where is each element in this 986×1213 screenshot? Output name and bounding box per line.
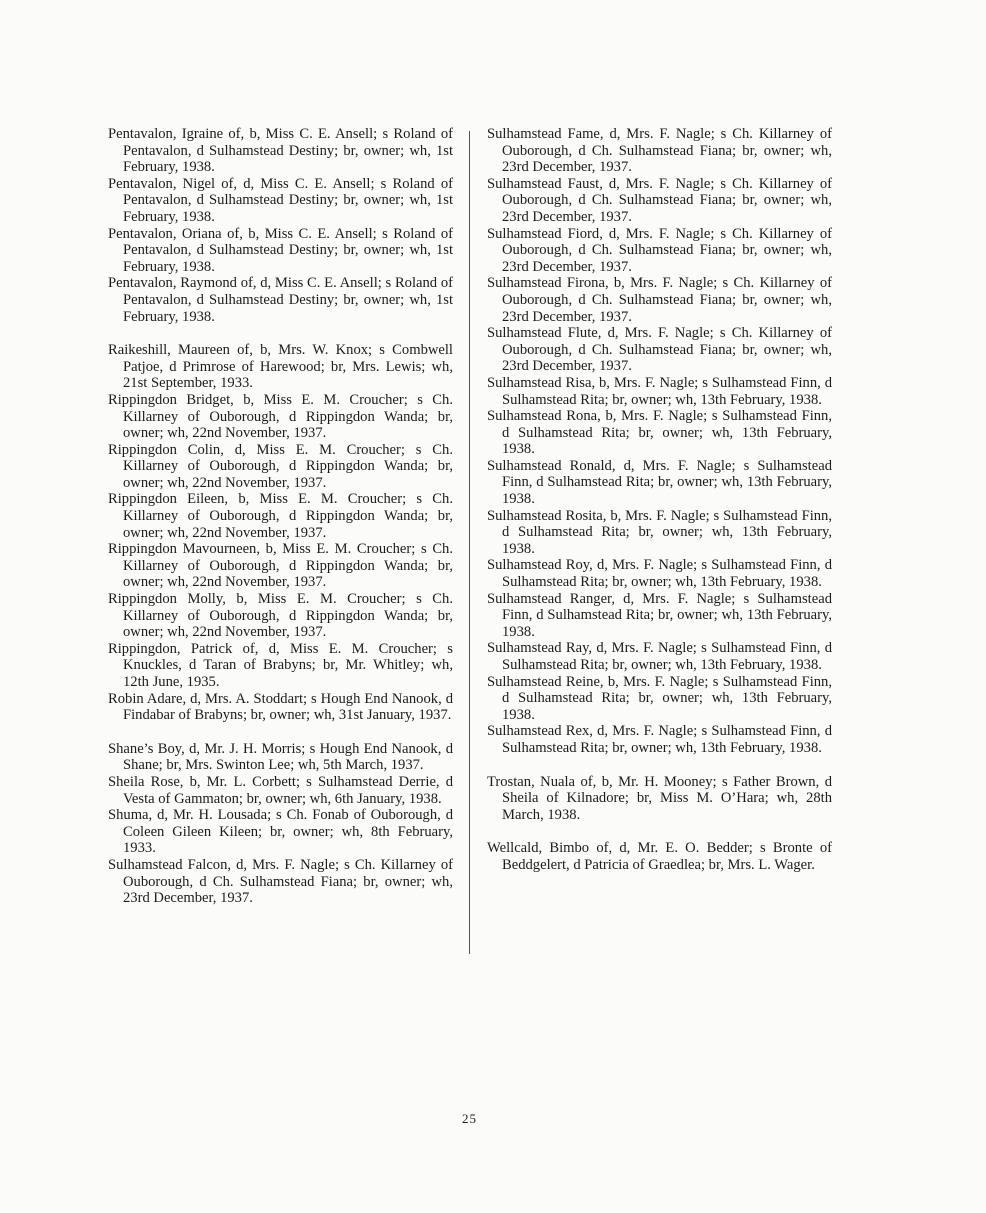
register-entry: Sulhamstead Firona, b, Mrs. F. Nagle; s Ch. Killarney of Ouborough, d Ch. Sulhamstead Fiana; br, owner; wh, 23rd December, 1937. bbox=[487, 275, 832, 325]
section-gap bbox=[108, 724, 453, 741]
register-entry: Sulhamstead Faust, d, Mrs. F. Nagle; s Ch. Killarney of Ouborough, d Ch. Sulhamstead Fiana; br, owner; wh, 23rd December, 1937. bbox=[487, 175, 832, 225]
register-entry: Raikeshill, Maureen of, b, Mrs. W. Knox; s Combwell Patjoe, d Primrose of Harewood; br, Mrs. Lewis; wh, 21st September, 1933. bbox=[108, 342, 453, 392]
register-entry: Sulhamstead Fiord, d, Mrs. F. Nagle; s Ch. Killarney of Ouborough, d Ch. Sulhamstead Fiana; br, owner; wh, 23rd December, 1937. bbox=[487, 225, 832, 275]
page-number: 25 bbox=[462, 1111, 477, 1126]
left-column bbox=[108, 126, 453, 907]
register-entry: Pentavalon, Raymond of, d, Miss C. E. Ansell; s Roland of Pentavalon, d Sulhamstead Destiny; br, owner; wh, 1st February, 1938. bbox=[108, 275, 453, 325]
right-column bbox=[487, 126, 832, 874]
register-entry: Rippingdon Molly, b, Miss E. M. Croucher; s Ch. Killarney of Ouborough, d Rippingdon Wanda; br, owner; wh, 22nd November, 1937. bbox=[108, 591, 453, 641]
register-entry: Sulhamstead Flute, d, Mrs. F. Nagle; s Ch. Killarney of Ouborough, d Ch. Sulhamstead Fiana; br, owner; wh, 23rd December, 1937. bbox=[487, 325, 832, 375]
register-entry: Sulhamstead Rosita, b, Mrs. F. Nagle; s Sulhamstead Finn, d Sulhamstead Rita; br, owner; wh, 13th February, 1938. bbox=[487, 507, 832, 557]
column-divider bbox=[469, 131, 470, 954]
register-entry: Sulhamstead Rona, b, Mrs. F. Nagle; s Sulhamstead Finn, d Sulhamstead Rita; br, owner; wh, 13th February, 1938. bbox=[487, 408, 832, 458]
register-entry: Rippingdon, Patrick of, d, Miss E. M. Croucher; s Knuckles, d Taran of Brabyns; br, Mr. Whitley; wh, 12th June, 1935. bbox=[108, 640, 453, 690]
register-entry: Sulhamstead Rex, d, Mrs. F. Nagle; s Sulhamstead Finn, d Sulhamstead Rita; br, owner; wh, 13th February, 1938. bbox=[487, 723, 832, 756]
register-entry: Trostan, Nuala of, b, Mr. H. Mooney; s Father Brown, d Sheila of Kilnadore; br, Miss M. O’Hara; wh, 28th March, 1938. bbox=[487, 773, 832, 823]
register-entry: Sulhamstead Ranger, d, Mrs. F. Nagle; s Sulhamstead Finn, d Sulhamstead Rita; br, owner; wh, 13th February, 1938. bbox=[487, 590, 832, 640]
register-entry: Rippingdon Colin, d, Miss E. M. Croucher; s Ch. Killarney of Ouborough, d Rippingdon Wanda; br, owner; wh, 22nd November, 1937. bbox=[108, 441, 453, 491]
register-entry: Sulhamstead Risa, b, Mrs. F. Nagle; s Sulhamstead Finn, d Sulhamstead Rita; br, owner; wh, 13th February, 1938. bbox=[487, 374, 832, 408]
register-entry: Sulhamstead Falcon, d, Mrs. F. Nagle; s Ch. Killarney of Ouborough, d Ch. Sulhamstead Fiana; br, owner; wh, 23rd December, 1937. bbox=[108, 856, 453, 907]
section-gap bbox=[487, 823, 832, 840]
register-entry: Pentavalon, Igraine of, b, Miss C. E. Ansell; s Roland of Pentavalon, d Sulhamstead Destiny; br, owner; wh, 1st February, 1938. bbox=[108, 126, 453, 176]
register-entry: Sulhamstead Ronald, d, Mrs. F. Nagle; s Sulhamstead Finn, d Sulhamstead Rita; br, owner; wh, 13th February, 1938. bbox=[487, 457, 832, 508]
register-entry: Wellcald, Bimbo of, d, Mr. E. O. Bedder; s Bronte of Beddgelert, d Patricia of Graedlea; br, Mrs. L. Wager. bbox=[487, 840, 832, 873]
register-entry: Sulhamstead Roy, d, Mrs. F. Nagle; s Sulhamstead Finn, d Sulhamstead Rita; br, owner; wh, 13th February, 1938. bbox=[487, 557, 832, 591]
register-entry: Sulhamstead Fame, d, Mrs. F. Nagle; s Ch. Killarney of Ouborough, d Ch. Sulhamstead Fiana; br, owner; wh, 23rd December, 1937. bbox=[487, 126, 832, 176]
register-entry: Shane’s Boy, d, Mr. J. H. Morris; s Hough End Nanook, d Shane; br, Mrs. Swinton Lee; wh, 5th March, 1937. bbox=[108, 740, 453, 774]
section-gap bbox=[108, 325, 453, 342]
register-entry: Robin Adare, d, Mrs. A. Stoddart; s Hough End Nanook, d Findabar of Brabyns; br, owner; wh, 31st January, 1937. bbox=[108, 690, 453, 724]
register-entry: Rippingdon Bridget, b, Miss E. M. Croucher; s Ch. Killarney of Ouborough, d Rippingdon Wanda; br, owner; wh, 22nd November, 1937. bbox=[108, 391, 453, 442]
register-entry: Sulhamstead Reine, b, Mrs. F. Nagle; s Sulhamstead Finn, d Sulhamstead Rita; br, owner; wh, 13th February, 1938. bbox=[487, 673, 832, 723]
register-entry: Rippingdon Eileen, b, Miss E. M. Croucher; s Ch. Killarney of Ouborough, d Rippingdon Wanda; br, owner; wh, 22nd November, 1937. bbox=[108, 491, 453, 541]
register-entry: Pentavalon, Nigel of, d, Miss C. E. Ansell; s Roland of Pentavalon, d Sulhamstead Destiny; br, owner; wh, 1st February, 1938. bbox=[108, 175, 453, 225]
register-entry: Sheila Rose, b, Mr. L. Corbett; s Sulhamstead Derrie, d Vesta of Gammaton; br, owner; wh, 6th January, 1938. bbox=[108, 773, 453, 807]
register-entry: Rippingdon Mavourneen, b, Miss E. M. Croucher; s Ch. Killarney of Ouborough, d Rippingdon Wanda; br, owner; wh, 22nd November, 1937. bbox=[108, 541, 453, 591]
register-entry: Shuma, d, Mr. H. Lousada; s Ch. Fonab of Ouborough, d Coleen Gileen Kileen; br, owner; wh, 8th February, 1933. bbox=[108, 807, 453, 857]
register-entry: Pentavalon, Oriana of, b, Miss C. E. Ansell; s Roland of Pentavalon, d Sulhamstead Destiny; br, owner; wh, 1st February, 1938. bbox=[108, 225, 453, 275]
register-entry: Sulhamstead Ray, d, Mrs. F. Nagle; s Sulhamstead Finn, d Sulhamstead Rita; br, owner; wh, 13th February, 1938. bbox=[487, 640, 832, 673]
section-gap bbox=[487, 757, 832, 774]
